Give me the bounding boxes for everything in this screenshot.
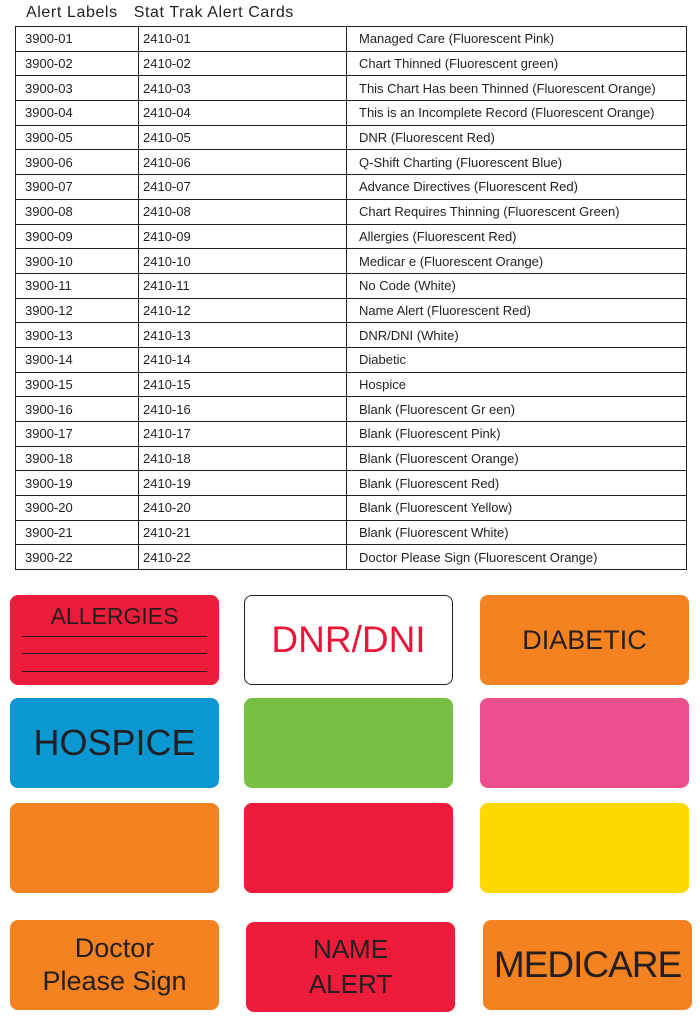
description-cell: Allergies (Fluorescent Red) — [347, 224, 687, 249]
diabetic-text: DIABETIC — [522, 624, 647, 655]
table-row — [16, 496, 687, 521]
description-cell: Advance Directives (Fluorescent Red) — [347, 175, 687, 200]
description-cell: Managed Care (Fluorescent Pink) — [347, 27, 687, 52]
table-row — [16, 51, 687, 76]
table-row — [16, 224, 687, 249]
table-row — [16, 446, 687, 471]
medicare-text: MEDICARE — [493, 944, 682, 985]
card-code-cell: 2410-05 — [139, 125, 347, 150]
label-code-cell: 3900-12 — [16, 298, 139, 323]
table-row — [16, 323, 687, 348]
card-code-cell: 2410-07 — [139, 175, 347, 200]
label-code-cell: 3900-19 — [16, 471, 139, 496]
description-cell: Chart Thinned (Fluorescent green) — [347, 51, 687, 76]
card-code-cell: 2410-12 — [139, 298, 347, 323]
label-code-cell: 3900-15 — [16, 372, 139, 397]
label-code-cell: 3900-01 — [16, 27, 139, 52]
table-row — [16, 422, 687, 447]
card-code-cell: 2410-14 — [139, 347, 347, 372]
table-row — [16, 125, 687, 150]
label-code-cell: 3900-04 — [16, 101, 139, 126]
table-row — [16, 273, 687, 298]
card-code-cell: 2410-10 — [139, 249, 347, 274]
card-code-cell: 2410-21 — [139, 520, 347, 545]
description-cell: Hospice — [347, 372, 687, 397]
sample-blank-pink-label — [480, 698, 689, 788]
table-row — [16, 27, 687, 52]
card-code-cell: 2410-19 — [139, 471, 347, 496]
card-code-cell: 2410-01 — [139, 27, 347, 52]
alert-codes-table-body — [16, 27, 687, 570]
name-alert-text-line1: NAME — [312, 934, 389, 964]
table-row — [16, 347, 687, 372]
label-code-cell: 3900-09 — [16, 224, 139, 249]
card-code-cell: 2410-02 — [139, 51, 347, 76]
card-code-cell: 2410-08 — [139, 199, 347, 224]
label-code-cell: 3900-16 — [16, 397, 139, 422]
card-code-cell: 2410-03 — [139, 76, 347, 101]
description-cell: No Code (White) — [347, 273, 687, 298]
label-code-cell: 3900-07 — [16, 175, 139, 200]
name-alert-text-line2: ALERT — [308, 969, 393, 999]
card-code-cell: 2410-16 — [139, 397, 347, 422]
card-code-cell: 2410-06 — [139, 150, 347, 175]
sample-hospice-label — [10, 698, 219, 788]
allergies-rule-line — [22, 636, 207, 637]
label-code-cell: 3900-14 — [16, 347, 139, 372]
description-cell: DNR/DNI (White) — [347, 323, 687, 348]
card-code-cell: 2410-13 — [139, 323, 347, 348]
dnr-dni-text: DNR/DNI — [271, 619, 426, 660]
table-row — [16, 372, 687, 397]
doctor-text-line2: Please Sign — [42, 966, 187, 996]
description-cell: Diabetic — [347, 347, 687, 372]
sample-blank-yellow-label — [480, 803, 689, 893]
description-cell: Q-Shift Charting (Fluorescent Blue) — [347, 150, 687, 175]
table-row — [16, 520, 687, 545]
allergies-rule-line — [22, 653, 207, 654]
table-row — [16, 199, 687, 224]
label-code-cell: 3900-02 — [16, 51, 139, 76]
description-cell: This is an Incomplete Record (Fluorescent Orange) — [347, 101, 687, 126]
description-cell: Blank (Fluorescent Pink) — [347, 422, 687, 447]
description-cell: Blank (Fluorescent Yellow) — [347, 496, 687, 521]
label-code-cell: 3900-11 — [16, 273, 139, 298]
hospice-text: HOSPICE — [33, 722, 196, 763]
table-row — [16, 298, 687, 323]
sample-blank-green-label — [244, 698, 453, 788]
label-code-cell: 3900-13 — [16, 323, 139, 348]
description-cell: Blank (Fluorescent Gr een) — [347, 397, 687, 422]
description-cell: Doctor Please Sign (Fluorescent Orange) — [347, 545, 687, 570]
card-code-cell: 2410-17 — [139, 422, 347, 447]
header-stat-trak-cards: Stat Trak Alert Cards — [133, 4, 294, 21]
card-code-cell: 2410-20 — [139, 496, 347, 521]
page-header — [26, 4, 294, 22]
label-code-cell: 3900-06 — [16, 150, 139, 175]
label-code-cell: 3900-21 — [16, 520, 139, 545]
sample-medicare-label — [483, 920, 692, 1010]
allergies-text: ALLERGIES — [50, 603, 179, 629]
description-cell: Chart Requires Thinning (Fluorescent Green) — [347, 199, 687, 224]
sample-blank-red-label — [244, 803, 453, 893]
sample-allergies-label — [10, 595, 219, 685]
description-cell: Name Alert (Fluorescent Red) — [347, 298, 687, 323]
sample-name-alert-label — [246, 922, 455, 1012]
label-code-cell: 3900-22 — [16, 545, 139, 570]
sample-doctor-please-sign-label — [10, 920, 219, 1010]
doctor-text-line1: Doctor — [74, 933, 155, 963]
description-cell: DNR (Fluorescent Red) — [347, 125, 687, 150]
label-code-cell: 3900-03 — [16, 76, 139, 101]
card-code-cell: 2410-18 — [139, 446, 347, 471]
table-row — [16, 471, 687, 496]
allergies-rule-line — [22, 671, 207, 672]
table-row — [16, 76, 687, 101]
alert-codes-table — [15, 26, 687, 570]
sample-diabetic-label — [480, 595, 689, 685]
table-row — [16, 101, 687, 126]
description-cell: This Chart Has been Thinned (Fluorescent Orange) — [347, 76, 687, 101]
card-code-cell: 2410-11 — [139, 273, 347, 298]
card-code-cell: 2410-22 — [139, 545, 347, 570]
header-alert-labels: Alert Labels — [26, 4, 118, 21]
table-row — [16, 397, 687, 422]
sample-dnr-dni-label — [244, 595, 453, 685]
description-cell: Medicar e (Fluorescent Orange) — [347, 249, 687, 274]
card-code-cell: 2410-04 — [139, 101, 347, 126]
card-code-cell: 2410-09 — [139, 224, 347, 249]
table-row — [16, 150, 687, 175]
label-code-cell: 3900-18 — [16, 446, 139, 471]
card-code-cell: 2410-15 — [139, 372, 347, 397]
description-cell: Blank (Fluorescent Orange) — [347, 446, 687, 471]
sample-blank-orange-label — [10, 803, 219, 893]
label-code-cell: 3900-17 — [16, 422, 139, 447]
description-cell: Blank (Fluorescent White) — [347, 520, 687, 545]
label-code-cell: 3900-05 — [16, 125, 139, 150]
label-code-cell: 3900-08 — [16, 199, 139, 224]
label-code-cell: 3900-10 — [16, 249, 139, 274]
description-cell: Blank (Fluorescent Red) — [347, 471, 687, 496]
table-row — [16, 545, 687, 570]
table-row — [16, 249, 687, 274]
table-row — [16, 175, 687, 200]
label-code-cell: 3900-20 — [16, 496, 139, 521]
